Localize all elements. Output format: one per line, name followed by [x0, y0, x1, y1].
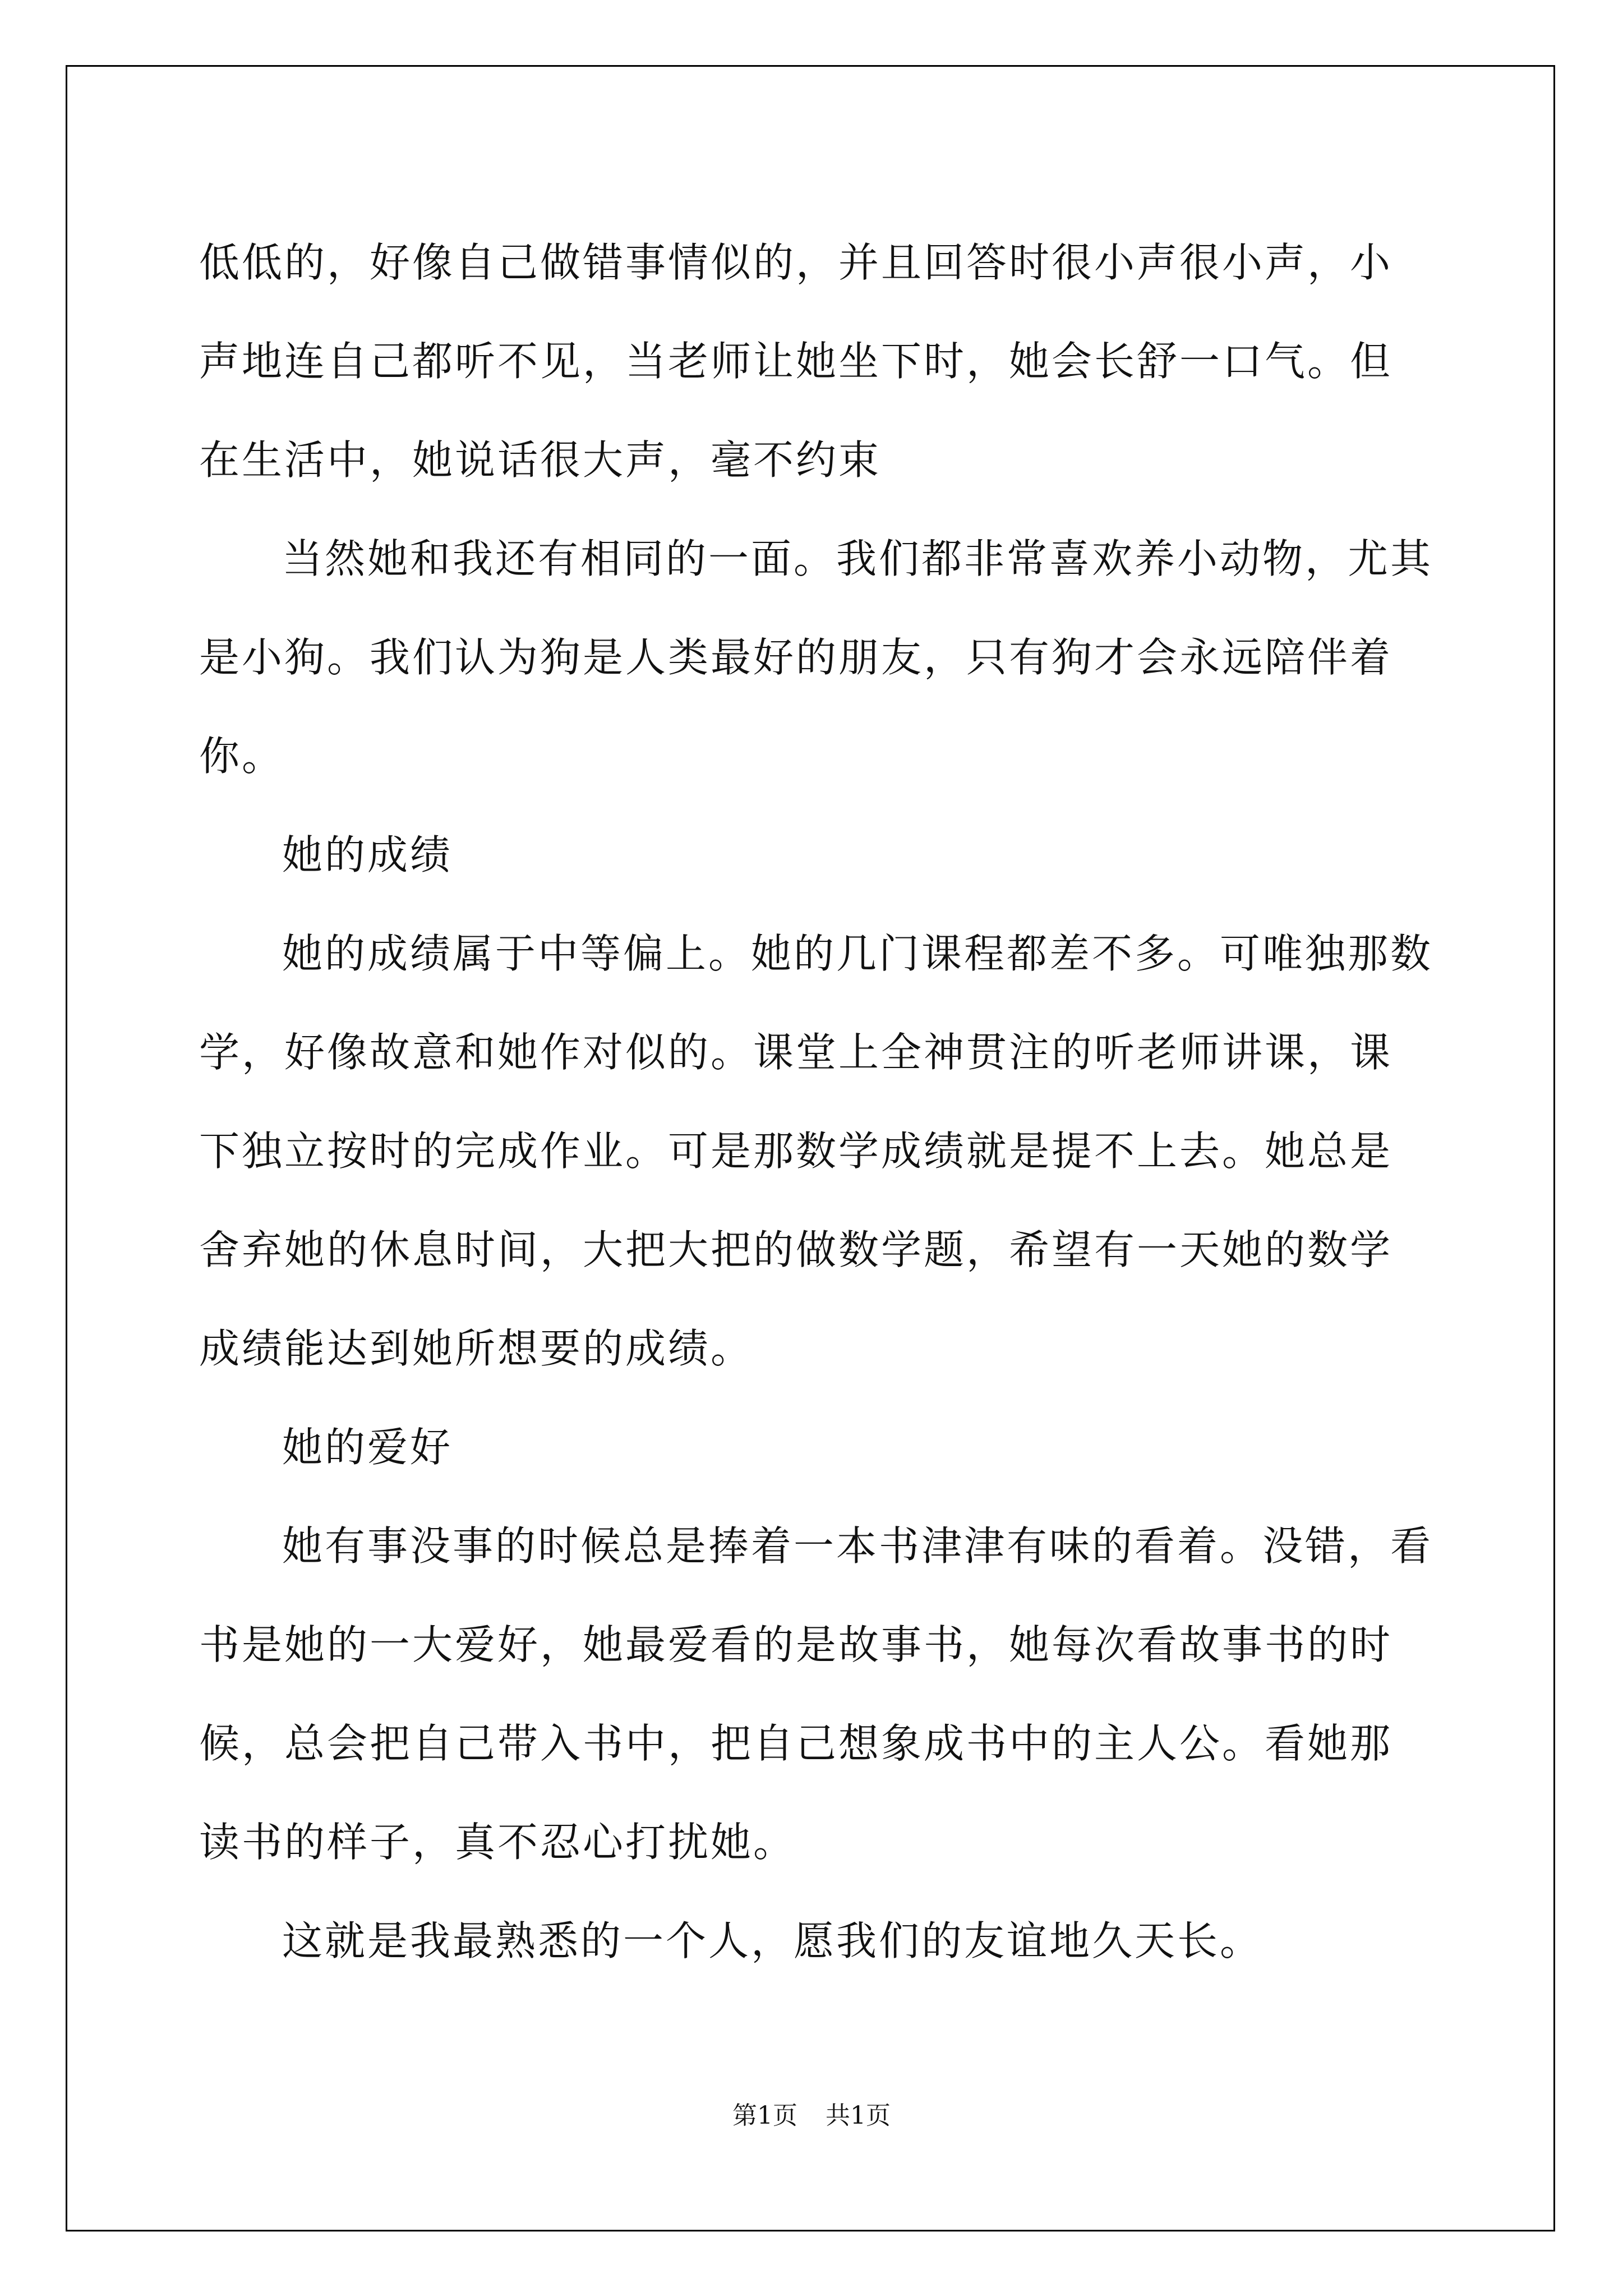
page-footer [0, 2095, 1623, 2131]
paragraph-5: 这就是我最熟悉的一个人，愿我们的友谊地久天长。 [282, 1917, 1263, 1964]
section-heading-grades: 她的成绩 [282, 831, 453, 878]
page-number: 第1页 [732, 2101, 797, 2130]
document-body [199, 213, 1433, 1990]
page-total: 共1页 [826, 2101, 891, 2130]
paragraph-2: 当然她和我还有相同的一面。我们都非常喜欢养小动物，尤其是小狗。我们认为狗是人类最好的朋友，只有狗才会永远陪伴着你。 [199, 535, 1433, 780]
paragraph-3: 她的成绩属于中等偏上。她的几门课程都差不多。可唯独那数学，好像故意和她作对似的。课堂上全神贯注的听老师讲课，课下独立按时的完成作业。可是那数学成绩就是提不上去。她总是舍弃她的休息时间，大把大把的做数学题，希望有一天她的数学成绩能达到她所想要的成绩。 [199, 930, 1433, 1372]
paragraph-4: 她有事没事的时候总是捧着一本书津津有味的看着。没错，看书是她的一大爱好，她最爱看的是故事书，她每次看故事书的时候，总会把自己带入书中，把自己想象成书中的主人公。看她那读书的样子，真不忍心打扰她。 [199, 1522, 1433, 1866]
section-heading-hobbies: 她的爱好 [282, 1424, 453, 1471]
paragraph-1: 低低的，好像自己做错事情似的，并且回答时很小声很小声，小声地连自己都听不见，当老师让她坐下时，她会长舒一口气。但在生活中，她说话很大声，毫不约束 [199, 239, 1393, 484]
